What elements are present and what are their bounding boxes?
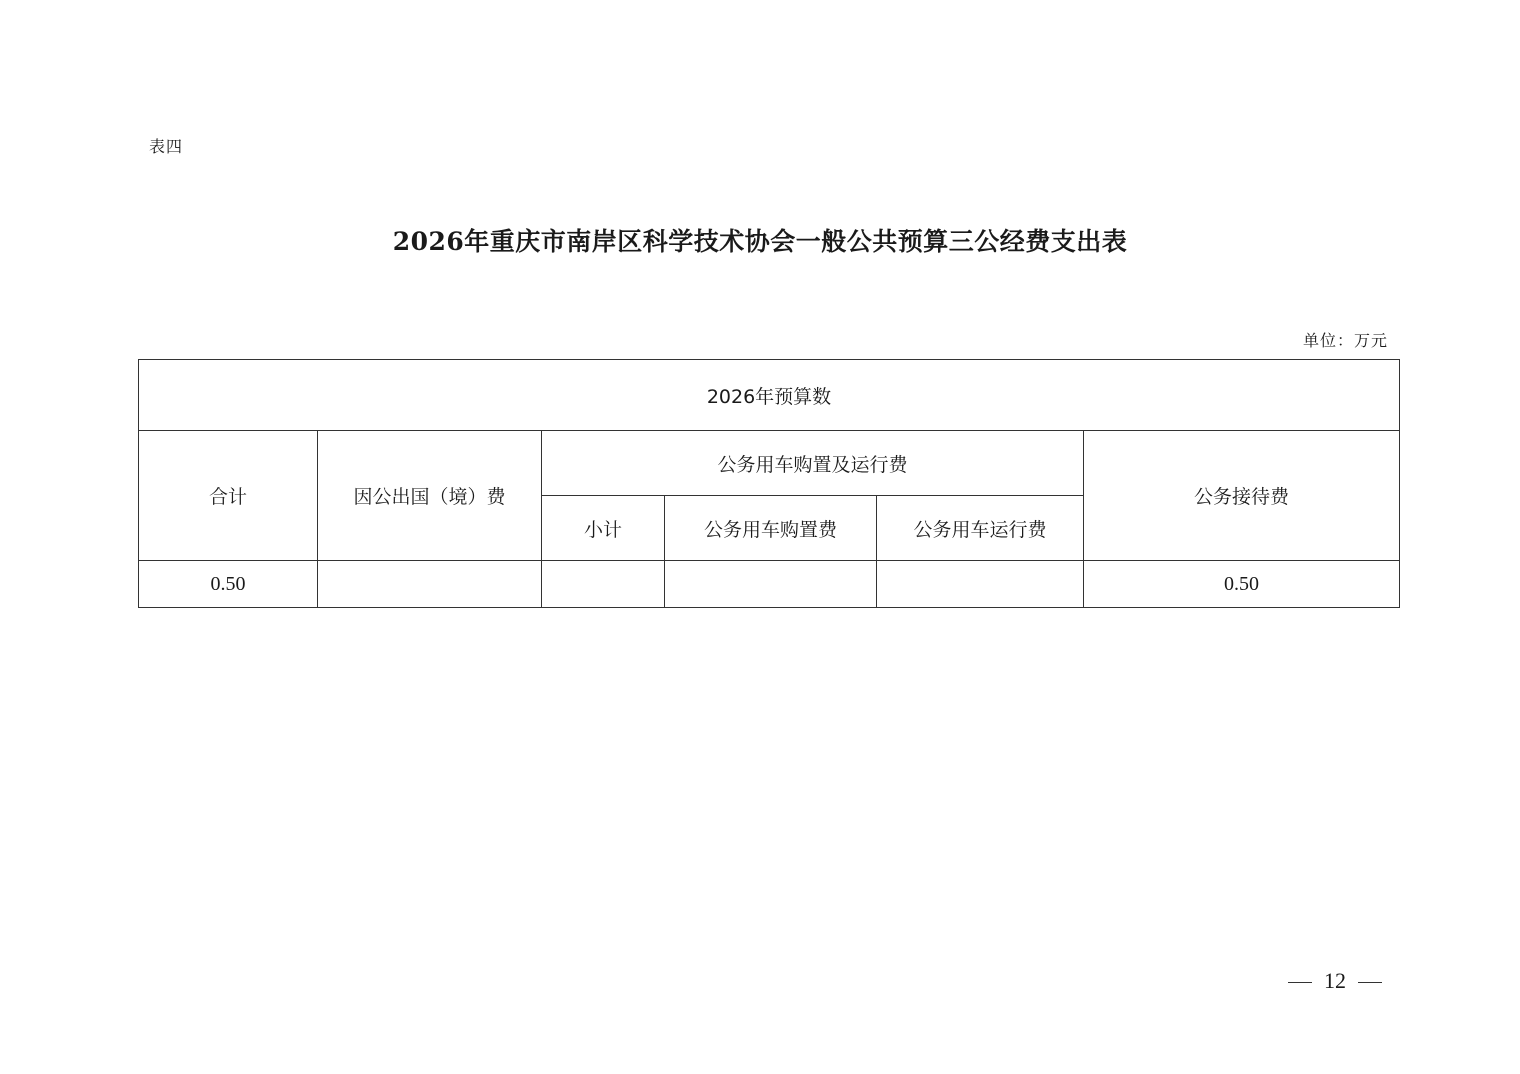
header-total: 合计 — [139, 431, 318, 561]
budget-table — [138, 359, 1400, 608]
page-dash-left — [1288, 982, 1312, 983]
cell-vehicle-operation — [877, 561, 1084, 608]
cell-subtotal — [542, 561, 665, 608]
header-reception: 公务接待费 — [1084, 431, 1400, 561]
table-group-header-row — [139, 360, 1400, 431]
header-subtotal: 小计 — [542, 496, 665, 561]
page-dash-right — [1358, 982, 1382, 983]
page-title: 2026年重庆市南岸区科学技术协会一般公共预算三公经费支出表 — [392, 227, 1128, 256]
header-vehicle-group: 公务用车购置及运行费 — [542, 431, 1084, 496]
cell-overseas — [318, 561, 542, 608]
page-number-value: 12 — [1324, 968, 1346, 993]
header-overseas: 因公出国（境）费 — [318, 431, 542, 561]
unit-label: 单位：万元 — [1302, 331, 1388, 350]
cell-reception: 0.50 — [1084, 561, 1400, 608]
group-header-cell: 2026年预算数 — [139, 360, 1400, 431]
cell-total: 0.50 — [139, 561, 318, 608]
header-vehicle-operation: 公务用车运行费 — [877, 496, 1084, 561]
table-row — [139, 561, 1400, 608]
page-number — [1288, 968, 1382, 994]
header-vehicle-purchase: 公务用车购置费 — [665, 496, 877, 561]
table-label: 表四 — [149, 137, 184, 156]
cell-vehicle-purchase — [665, 561, 877, 608]
table-header-row — [139, 431, 1400, 496]
